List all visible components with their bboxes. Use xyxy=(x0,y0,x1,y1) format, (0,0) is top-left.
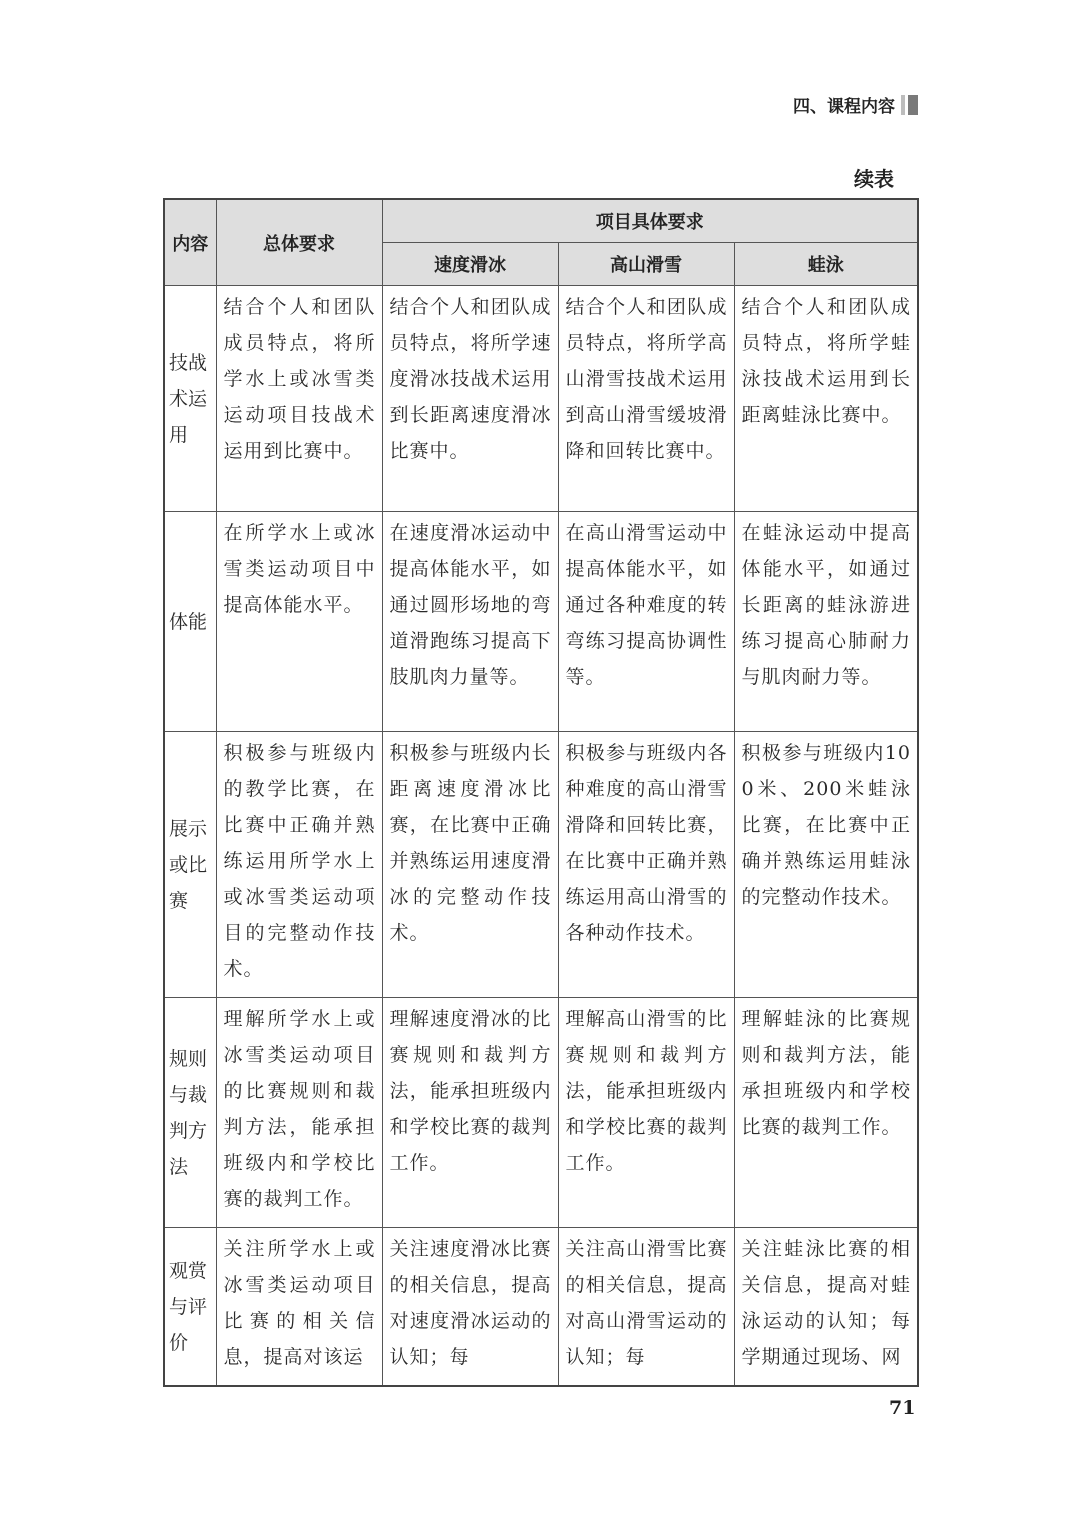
cell-alpine-skiing: 积极参与班级内各种难度的高山滑雪滑降和回转比赛，在比赛中正确并熟练运用高山滑雪的各种动作技术。 xyxy=(558,732,734,998)
cell-speed-skating: 积极参与班级内长距离速度滑冰比赛，在比赛中正确并熟练运用速度滑冰的完整动作技术。 xyxy=(382,732,558,998)
header-content: 内容 xyxy=(164,199,216,286)
row-label: 体能 xyxy=(164,512,216,732)
cell-alpine-skiing: 理解高山滑雪的比赛规则和裁判方法，能承担班级内和学校比赛的裁判工作。 xyxy=(558,998,734,1228)
header-alpine-skiing: 高山滑雪 xyxy=(558,243,734,286)
cell-speed-skating: 结合个人和团队成员特点，将所学速度滑冰技战术运用到长距离速度滑冰比赛中。 xyxy=(382,286,558,512)
row-label: 展示或比赛 xyxy=(164,732,216,998)
cell-general: 在所学水上或冰雪类运动项目中提高体能水平。 xyxy=(216,512,382,732)
cell-alpine-skiing: 结合个人和团队成员特点，将所学高山滑雪技战术运用到高山滑雪缓坡滑降和回转比赛中。 xyxy=(558,286,734,512)
header-specific-requirements: 项目具体要求 xyxy=(382,199,918,243)
table-row xyxy=(164,1228,918,1387)
row-label: 技战术运用 xyxy=(164,286,216,512)
chapter-marker-icon xyxy=(901,95,918,115)
cell-breaststroke: 结合个人和团队成员特点，将所学蛙泳技战术运用到长距离蛙泳比赛中。 xyxy=(734,286,918,512)
cell-alpine-skiing: 关注高山滑雪比赛的相关信息，提高对高山滑雪运动的认知；每 xyxy=(558,1228,734,1387)
page-number: 71 xyxy=(889,1397,916,1419)
cell-general: 关注所学水上或冰雪类运动项目比赛的相关信息，提高对该运 xyxy=(216,1228,382,1387)
header-speed-skating: 速度滑冰 xyxy=(382,243,558,286)
row-label: 观赏与评价 xyxy=(164,1228,216,1387)
cell-breaststroke: 理解蛙泳的比赛规则和裁判方法，能承担班级内和学校比赛的裁判工作。 xyxy=(734,998,918,1228)
cell-general: 结合个人和团队成员特点，将所学水上或冰雪类运动项目技战术运用到比赛中。 xyxy=(216,286,382,512)
table-row xyxy=(164,732,918,998)
table-row xyxy=(164,998,918,1228)
cell-alpine-skiing: 在高山滑雪运动中提高体能水平，如通过各种难度的转弯练习提高协调性等。 xyxy=(558,512,734,732)
header-general-requirements: 总体要求 xyxy=(216,199,382,286)
cell-breaststroke: 在蛙泳运动中提高体能水平，如通过长距离的蛙泳游进练习提高心肺耐力与肌肉耐力等。 xyxy=(734,512,918,732)
cell-general: 积极参与班级内的教学比赛，在比赛中正确并熟练运用所学水上或冰雪类运动项目的完整动作技术。 xyxy=(216,732,382,998)
cell-general: 理解所学水上或冰雪类运动项目的比赛规则和裁判方法，能承担班级内和学校比赛的裁判工作。 xyxy=(216,998,382,1228)
table-row xyxy=(164,512,918,732)
chapter-title: 四、课程内容 xyxy=(793,97,895,117)
row-label: 规则与裁判方法 xyxy=(164,998,216,1228)
running-head xyxy=(793,92,918,117)
cell-speed-skating: 理解速度滑冰的比赛规则和裁判方法，能承担班级内和学校比赛的裁判工作。 xyxy=(382,998,558,1228)
table-continued-label: 续表 xyxy=(854,167,894,191)
header-breaststroke: 蛙泳 xyxy=(734,243,918,286)
cell-breaststroke: 关注蛙泳比赛的相关信息，提高对蛙泳运动的认知；每学期通过现场、网 xyxy=(734,1228,918,1387)
cell-speed-skating: 关注速度滑冰比赛的相关信息，提高对速度滑冰运动的认知；每 xyxy=(382,1228,558,1387)
cell-speed-skating: 在速度滑冰运动中提高体能水平，如通过圆形场地的弯道滑跑练习提高下肢肌肉力量等。 xyxy=(382,512,558,732)
course-content-table xyxy=(163,198,919,1387)
cell-breaststroke: 积极参与班级内100米、200米蛙泳比赛，在比赛中正确并熟练运用蛙泳的完整动作技术。 xyxy=(734,732,918,998)
table-row xyxy=(164,286,918,512)
